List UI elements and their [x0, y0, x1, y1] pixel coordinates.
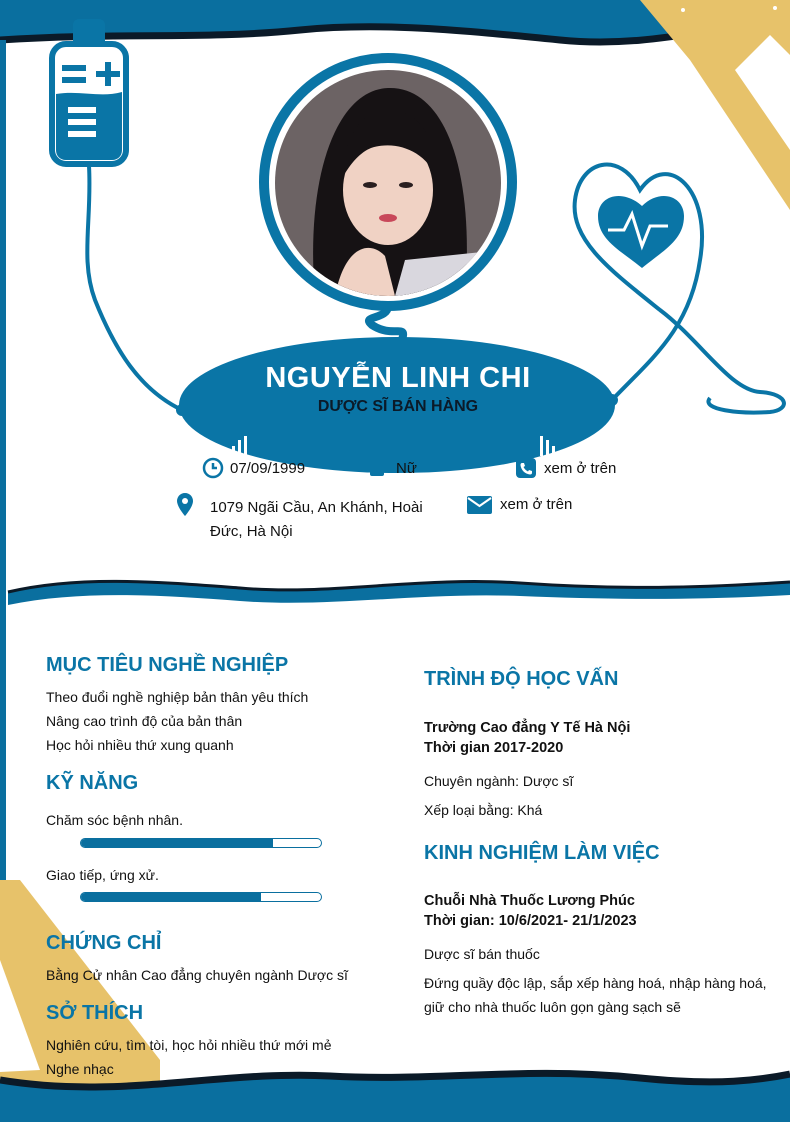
- skill-bar-fill: [81, 893, 261, 901]
- email-icon: [466, 494, 494, 516]
- objective-title: MỤC TIÊU NGHỀ NGHIỆP: [46, 654, 289, 676]
- job-title: DƯỢC SĨ BÁN HÀNG: [317, 398, 479, 415]
- gender-icon: [368, 460, 388, 480]
- skills-title: KỸ NĂNG: [46, 772, 139, 794]
- objective-line: Theo đuổi nghề nghiệp bản thân yêu thích: [46, 689, 309, 705]
- heart-icon: [598, 196, 684, 268]
- experience-description: [424, 971, 767, 1019]
- hobby-line: Nghiên cứu, tìm tòi, học hỏi nhiều thứ mới mẻ: [46, 1037, 332, 1053]
- education-major: Chuyên ngành: Dược sĩ: [424, 773, 574, 789]
- skill-bar: [80, 838, 322, 848]
- certificates-title: CHỨNG CHỈ: [46, 932, 162, 954]
- iv-bag-icon: [52, 22, 126, 164]
- gender-value: Nữ: [396, 460, 417, 477]
- skill-label: Giao tiếp, ứng xử.: [46, 867, 159, 883]
- objective-list: [46, 685, 308, 757]
- experience-position: Dược sĩ bán thuốc: [424, 946, 540, 962]
- phone-value: xem ở trên: [544, 460, 617, 477]
- location-pin-icon: [176, 492, 194, 518]
- hobbies-list: [46, 1033, 332, 1081]
- certificate-line: Bằng Cử nhân Cao đẳng chuyên ngành Dược sĩ: [46, 967, 348, 983]
- experience-period: Thời gian: 10/6/2021- 21/1/2023: [424, 913, 637, 929]
- birthday-value: 07/09/1999: [230, 460, 306, 477]
- education-title: TRÌNH ĐỘ HỌC VẤN: [424, 668, 619, 690]
- skill-label: Chăm sóc bệnh nhân.: [46, 812, 183, 828]
- skill-bar: [80, 892, 322, 902]
- experience-desc-line: Đứng quầy độc lập, sắp xếp hàng hoá, nhập hàng hoá,: [424, 975, 767, 991]
- education-grade: Xếp loại bằng: Khá: [424, 802, 543, 818]
- experience-company: Chuỗi Nhà Thuốc Lương Phúc: [424, 893, 635, 909]
- objective-line: Học hỏi nhiều thứ xung quanh: [46, 737, 234, 753]
- education-period: Thời gian 2017-2020: [424, 740, 564, 756]
- education-school: Trường Cao đẳng Y Tế Hà Nội: [424, 720, 631, 736]
- candidate-name: NGUYỄN LINH CHI: [265, 362, 531, 394]
- phone-icon: [516, 458, 538, 480]
- profile-photo: [275, 70, 501, 296]
- experience-desc-line: giữ cho nhà thuốc luôn gọn gàng sạch sẽ: [424, 999, 681, 1015]
- hobbies-title: SỞ THÍCH: [46, 1002, 144, 1024]
- address-line-1: 1079 Ngãi Cầu, An Khánh, Hoài: [210, 499, 423, 516]
- skill-bar-fill: [81, 839, 273, 847]
- hobby-line: Nghe nhạc: [46, 1061, 114, 1077]
- email-value: xem ở trên: [500, 496, 573, 513]
- objective-line: Nâng cao trình độ của bản thân: [46, 713, 243, 729]
- clock-icon: [202, 456, 226, 480]
- experience-title: KINH NGHIỆM LÀM VIỆC: [424, 842, 660, 864]
- address: [210, 496, 423, 544]
- address-line-2: Đức, Hà Nội: [210, 523, 293, 540]
